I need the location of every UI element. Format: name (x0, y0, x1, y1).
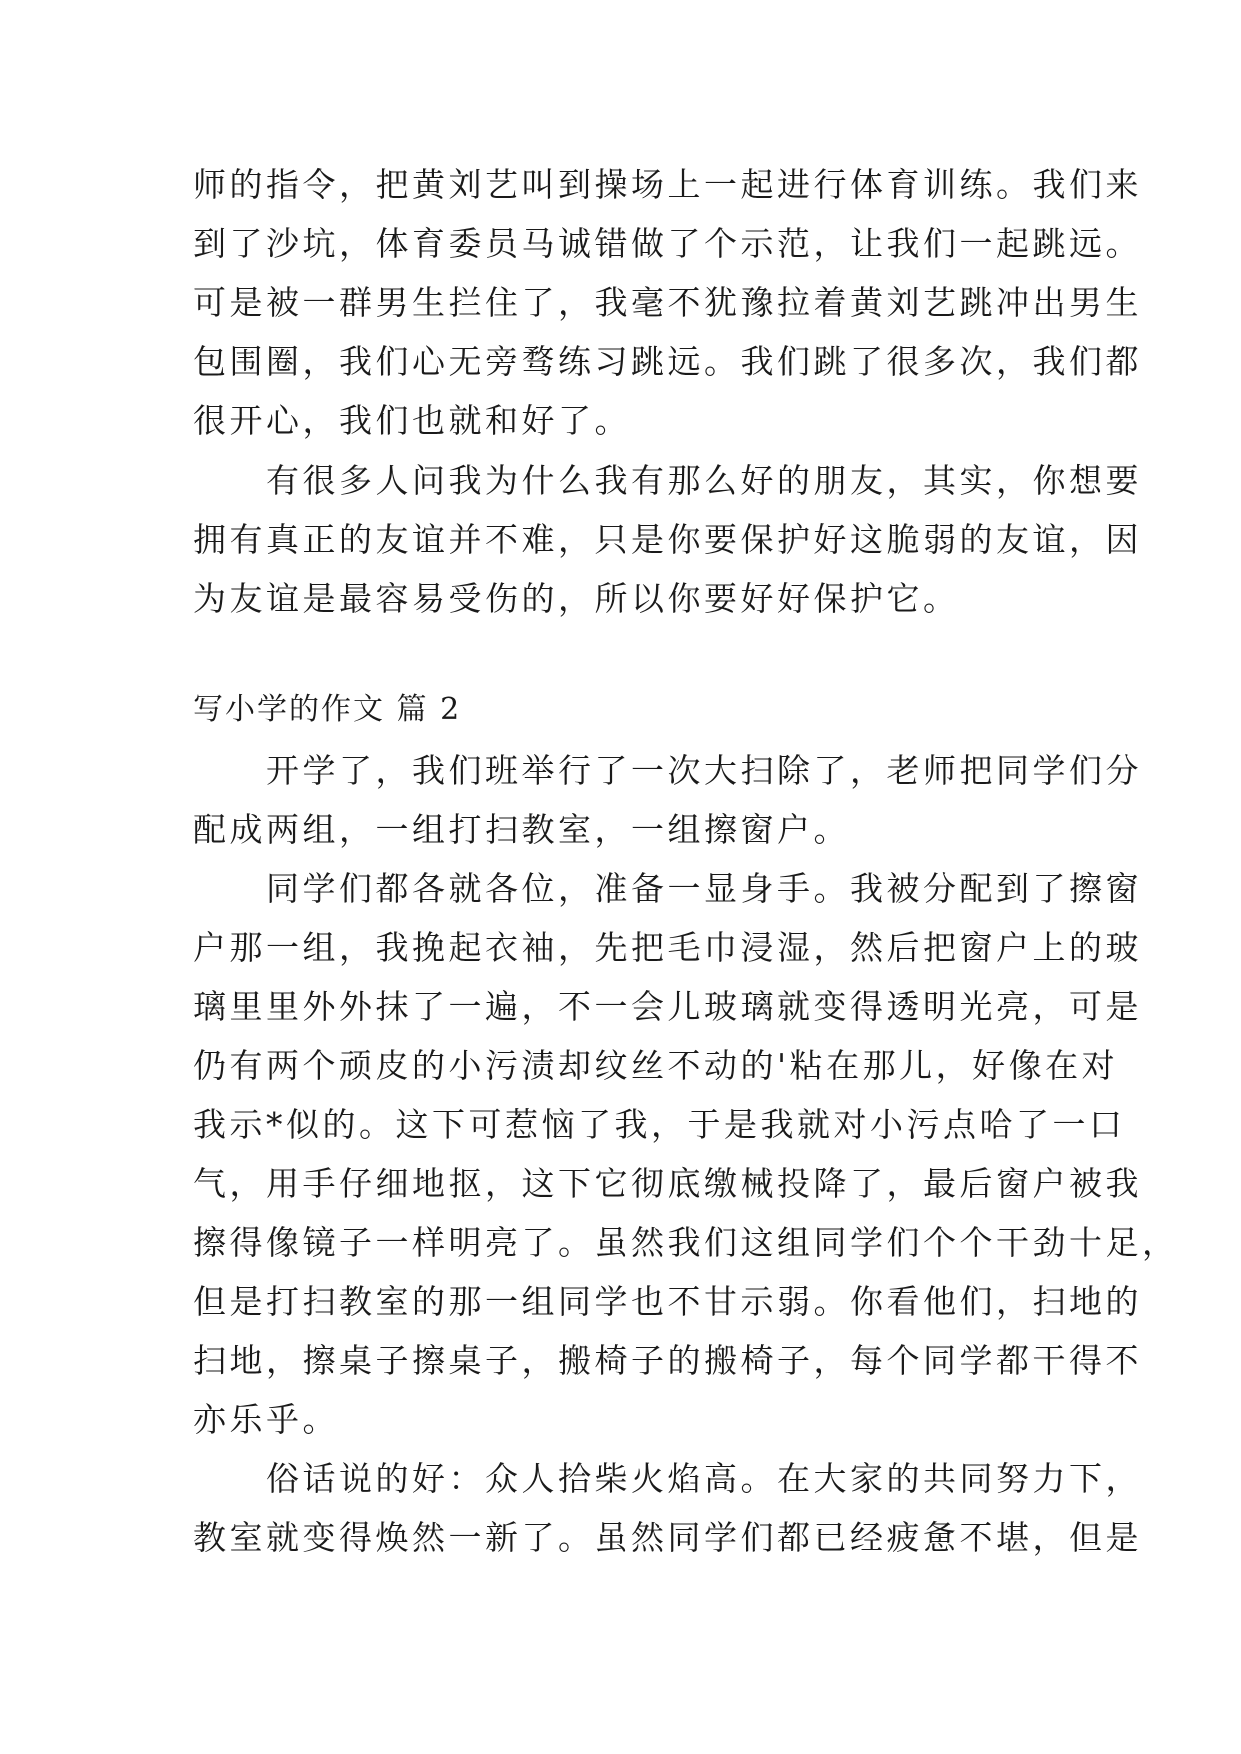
text-line: 到了沙坑，体育委员马诚错做了个示范，让我们一起跳远。 (193, 224, 1142, 263)
text-line: 师的指令，把黄刘艺叫到操场上一起进行体育训练。我们来 (193, 165, 1142, 204)
text-line: 亦乐乎。 (193, 1400, 339, 1439)
text-line: 配成两组，一组打扫教室，一组擦窗户。 (193, 810, 850, 849)
text-line: 我示*似的。这下可惹恼了我，于是我就对小污点哈了一口 (193, 1105, 1126, 1144)
text-line: 教室就变得焕然一新了。虽然同学们都已经疲惫不堪，但是 (193, 1518, 1142, 1557)
text-line: 同学们都各就各位，准备一显身手。我被分配到了擦窗 (193, 869, 1142, 908)
text-line: 包围圈，我们心无旁骛练习跳远。我们跳了很多次，我们都 (193, 342, 1142, 381)
text-line: 但是打扫教室的那一组同学也不甘示弱。你看他们，扫地的 (193, 1282, 1142, 1321)
text-line: 很开心，我们也就和好了。 (193, 401, 631, 440)
text-line: 扫地，擦桌子擦桌子，搬椅子的搬椅子，每个同学都干得不 (193, 1341, 1142, 1380)
text-line: 气，用手仔细地抠，这下它彻底缴械投降了，最后窗户被我 (193, 1164, 1142, 1203)
text-line: 开学了，我们班举行了一次大扫除了，老师把同学们分 (193, 751, 1142, 790)
text-line: 户那一组，我挽起衣袖，先把毛巾浸湿，然后把窗户上的玻 (193, 928, 1142, 967)
text-line: 可是被一群男生拦住了，我毫不犹豫拉着黄刘艺跳冲出男生 (193, 283, 1142, 322)
text-line: 有很多人问我为什么我有那么好的朋友，其实，你想要 (193, 461, 1142, 500)
text-line: 仍有两个顽皮的小污渍却纹丝不动的'粘在那儿，好像在对 (193, 1046, 1119, 1085)
text-line: 为友谊是最容易受伤的，所以你要好好保护它。 (193, 579, 960, 618)
text-line: 俗话说的好：众人拾柴火焰高。在大家的共同努力下， (193, 1459, 1142, 1498)
text-line: 璃里里外外抹了一遍，不一会儿玻璃就变得透明光亮，可是 (193, 987, 1142, 1026)
section-heading: 写小学的作文 篇 2 (193, 692, 462, 727)
text-line: 擦得像镜子一样明亮了。虽然我们这组同学们个个干劲十足， (193, 1223, 1179, 1262)
text-line: 拥有真正的友谊并不难，只是你要保护好这脆弱的友谊，因 (193, 520, 1142, 559)
